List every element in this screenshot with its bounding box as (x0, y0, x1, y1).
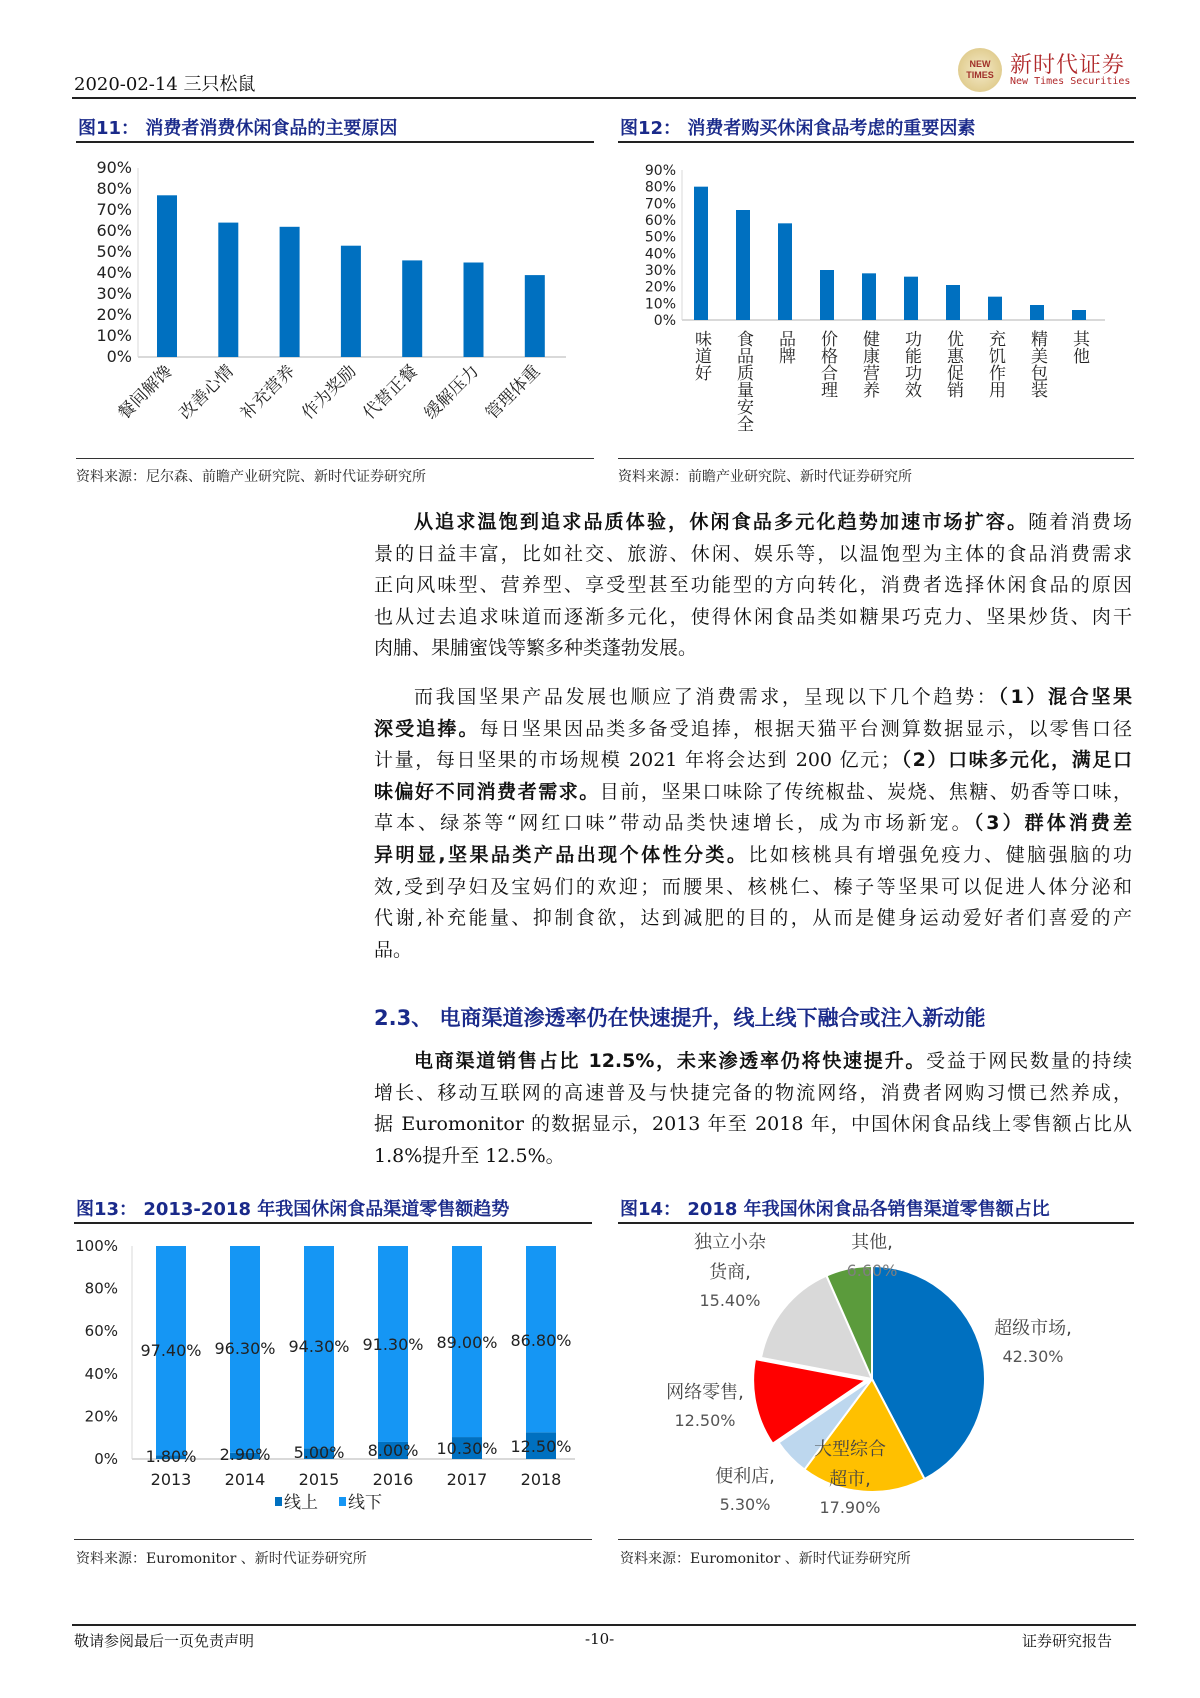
y-tick-label: 80% (644, 179, 676, 196)
y-tick-label: 100% (75, 1237, 118, 1255)
bar (736, 210, 750, 320)
offline-data-label: 86.80% (510, 1331, 572, 1350)
text-run: 肉脯、果脯蜜饯等繁多种类蓬勃发展。 (374, 637, 698, 660)
pie-category-label: 其他, (851, 1232, 893, 1253)
text-run: 受益于网民数量的持续 (926, 1050, 1132, 1072)
x-category-label: 2016 (372, 1470, 414, 1489)
bold-text-run: 从追求温饱到追求品质体验，休闲食品多元化趋势加速市场扩容。 (414, 511, 1029, 533)
bar (402, 260, 422, 357)
x-category-label: 其他 (1069, 330, 1089, 364)
legend-label: 线上 (284, 1493, 318, 1513)
text-run: 景的日益丰富，比如社交、旅游、休闲、娱乐等，以温饱型为主体的食品消费需求 (374, 542, 1132, 565)
bar (157, 195, 177, 357)
fig14-title: 图14： 2018 年我国休闲食品各销售渠道零售额占比 (620, 1199, 1050, 1220)
bar (1072, 310, 1086, 320)
x-category-label: 味道好 (691, 330, 711, 381)
x-category-label: 管理体重 (482, 361, 545, 424)
text-run: 也从过去追求味道而逐渐多元化，使得休闲食品类如糖果巧克力、坚果炒货、肉干 (374, 605, 1132, 628)
pie-category-label: 便利店, (715, 1466, 775, 1487)
page-number: -10- (585, 1630, 615, 1648)
bar (862, 273, 876, 320)
y-tick-label: 20% (644, 279, 676, 296)
bar (988, 297, 1002, 320)
pie-category-label: 超市, (829, 1469, 871, 1490)
text-run: 比如核桃具有增强免疫力、健脑强脑的功 (748, 843, 1132, 866)
bar (694, 187, 708, 320)
x-category-label: 作为奖励 (298, 361, 361, 424)
x-category-label: 优惠促销 (943, 330, 963, 398)
y-tick-label: 60% (644, 213, 676, 229)
bold-text-run: 深受追捧。 (374, 717, 480, 740)
fig11-title: 图11： 消费者消费休闲食品的主要原因 (78, 118, 398, 139)
text-run: 草本、绿茶等“网红口味”带动品类快速增长，成为市场新宠。 (374, 812, 974, 835)
text-run: 目前，坚果口味除了传统椒盐、炭烧、焦糖、奶香等口味， (599, 780, 1132, 803)
y-tick-label: 40% (84, 1364, 118, 1383)
report-date-company: 2020-02-14 三只松鼠 (74, 74, 256, 95)
y-tick-label: 0% (653, 313, 676, 329)
y-tick-label: 30% (644, 263, 676, 279)
legend-swatch-online (275, 1497, 282, 1506)
pie-value-label: 42.30% (1002, 1347, 1064, 1366)
x-category-label: 价格合理 (817, 330, 837, 398)
bold-text-run: （2）口味多元化，满足口 (899, 749, 1132, 772)
bar (341, 246, 361, 357)
y-tick-label: 40% (96, 263, 132, 282)
fig11-source: 资料来源：尼尔森、前瞻产业研究院、新时代证券研究所 (76, 469, 426, 485)
online-data-label: 8.00% (367, 1441, 419, 1460)
offline-data-label: 91.30% (362, 1335, 424, 1354)
y-tick-label: 90% (96, 158, 132, 177)
text-run: 计量，每日坚果的市场规模 2021 年将会达到 200 亿元； (374, 749, 900, 772)
pie-value-label: 15.40% (699, 1291, 761, 1310)
offline-data-label: 96.30% (214, 1339, 276, 1358)
bar (820, 270, 834, 320)
pie-value-label: 6.60% (846, 1261, 898, 1280)
bar (280, 227, 300, 357)
online-data-label: 5.00% (293, 1443, 345, 1462)
logo-name-cn: 新时代证券 (1010, 53, 1126, 78)
bold-text-run: 味偏好不同消费者需求。 (374, 780, 600, 803)
y-tick-label: 50% (644, 229, 676, 246)
x-category-label: 2013 (150, 1470, 192, 1489)
text-run: 效,受到孕妇及宝妈们的欢迎；而腰果、核桃仁、榛子等坚果可以促进人体分泌和 (374, 875, 1132, 898)
online-data-label: 2.90% (219, 1445, 271, 1464)
text-run: 随着消费场 (1028, 511, 1132, 533)
section-heading-2-3: 2.3、 电商渠道渗透率仍在快速提升，线上线下融合或注入新动能 (374, 1006, 986, 1030)
y-tick-label: 20% (96, 305, 132, 324)
legend-swatch-offline (339, 1497, 346, 1506)
online-data-label: 12.50% (510, 1437, 572, 1456)
x-category-label: 功能功效 (901, 330, 921, 398)
x-category-label: 改善心情 (175, 361, 238, 424)
x-category-label: 健康营养 (859, 330, 879, 398)
online-data-label: 10.30% (436, 1439, 498, 1458)
text-run: 而我国坚果产品发展也顺应了消费需求，呈现以下几个趋势： (414, 686, 999, 708)
y-tick-label: 70% (96, 200, 132, 219)
online-data-label: 1.80% (145, 1447, 197, 1466)
text-run: 每日坚果因品类多备受追捧，根据天猫平台测算数据显示，以零售口径 (479, 717, 1132, 740)
text-run: 1.8%提升至 12.5%。 (374, 1144, 565, 1167)
x-category-label: 精美包装 (1027, 330, 1047, 398)
text-run: 据 Euromonitor 的数据显示，2013 年至 2018 年，中国休闲食品线上零售额占比从 (374, 1113, 1132, 1136)
x-category-label: 2015 (298, 1470, 340, 1489)
x-category-label: 品牌 (775, 330, 795, 364)
y-tick-label: 20% (84, 1407, 118, 1426)
bold-text-run: （3）群体消费差 (973, 812, 1132, 835)
logo-name-en: New Times Securities (1010, 76, 1131, 87)
y-tick-label: 90% (644, 163, 676, 179)
x-category-label: 2018 (520, 1470, 562, 1489)
footer-disclaimer: 敬请参阅最后一页免责声明 (74, 1632, 255, 1650)
y-tick-label: 60% (84, 1322, 118, 1341)
footer-doc-type: 证券研究报告 (1022, 1632, 1113, 1650)
y-tick-label: 50% (96, 242, 132, 261)
text-run: 代谢,补充能量、抑制食欲，达到减肥的目的，从而是健身运动爱好者们喜爱的产 (374, 907, 1132, 930)
y-tick-label: 0% (106, 347, 132, 366)
x-category-label: 补充营养 (236, 361, 300, 424)
fig12-source: 资料来源：前瞻产业研究院、新时代证券研究所 (618, 469, 912, 485)
fig13-source: 资料来源：Euromonitor 、新时代证券研究所 (76, 1551, 367, 1567)
bar (946, 285, 960, 320)
bold-text-run: 异明显,坚果品类产品出现个体性分类。 (374, 843, 749, 866)
bar (464, 263, 484, 358)
y-tick-label: 40% (644, 246, 676, 263)
bar (1030, 305, 1044, 320)
bar (218, 223, 238, 357)
legend-label: 线下 (348, 1493, 382, 1513)
text-run: 增长、移动互联网的高速普及与快捷完备的物流网络，消费者网购习惯已然养成， (374, 1081, 1132, 1104)
y-tick-label: 70% (644, 196, 676, 213)
offline-data-label: 94.30% (288, 1337, 350, 1356)
offline-data-label: 89.00% (436, 1333, 498, 1352)
bar (904, 277, 918, 320)
bold-text-run: （1）混合坚果 (998, 686, 1132, 708)
x-category-label: 食品质量安全 (733, 330, 753, 432)
x-category-label: 充饥作用 (985, 330, 1005, 398)
y-tick-label: 0% (94, 1450, 118, 1468)
x-category-label: 缓解压力 (420, 361, 484, 424)
y-tick-label: 80% (96, 179, 132, 198)
y-tick-label: 60% (96, 221, 132, 240)
bold-text-run: 电商渠道销售占比 12.5%，未来渗透率仍将快速提升。 (414, 1050, 927, 1072)
x-category-label: 2014 (224, 1470, 266, 1489)
pie-category-label: 超级市场, (994, 1318, 1072, 1339)
x-category-label: 代替正餐 (359, 361, 422, 424)
bar (778, 223, 792, 320)
text-run: 品。 (374, 938, 413, 961)
text-run: 正向风味型、营养型、享受型甚至功能型的方向转化，消费者选择休闲食品的原因 (374, 574, 1132, 597)
x-category-label: 2017 (446, 1470, 488, 1489)
logo-emblem-icon: NEW TIMES (958, 48, 1002, 92)
y-tick-label: 10% (96, 326, 132, 345)
pie-category-label: 大型综合 (814, 1439, 886, 1460)
bar (525, 275, 545, 357)
pie-value-label: 17.90% (819, 1498, 881, 1517)
y-tick-label: 80% (84, 1279, 118, 1298)
y-tick-label: 10% (644, 296, 676, 313)
y-tick-label: 30% (96, 284, 132, 303)
pie-value-label: 5.30% (719, 1495, 771, 1514)
pie-category-label: 网络零售, (666, 1382, 744, 1403)
pie-category-label: 独立小杂 (694, 1232, 766, 1253)
fig13-title: 图13： 2013-2018 年我国休闲食品渠道零售额趋势 (76, 1199, 510, 1220)
fig14-source: 资料来源：Euromonitor 、新时代证券研究所 (620, 1551, 911, 1567)
x-category-label: 餐间解馋 (114, 361, 177, 424)
offline-data-label: 97.40% (140, 1341, 202, 1360)
pie-value-label: 12.50% (674, 1411, 736, 1430)
pie-category-label: 货商, (709, 1262, 751, 1283)
fig12-title: 图12： 消费者购买休闲食品考虑的重要因素 (620, 118, 976, 139)
